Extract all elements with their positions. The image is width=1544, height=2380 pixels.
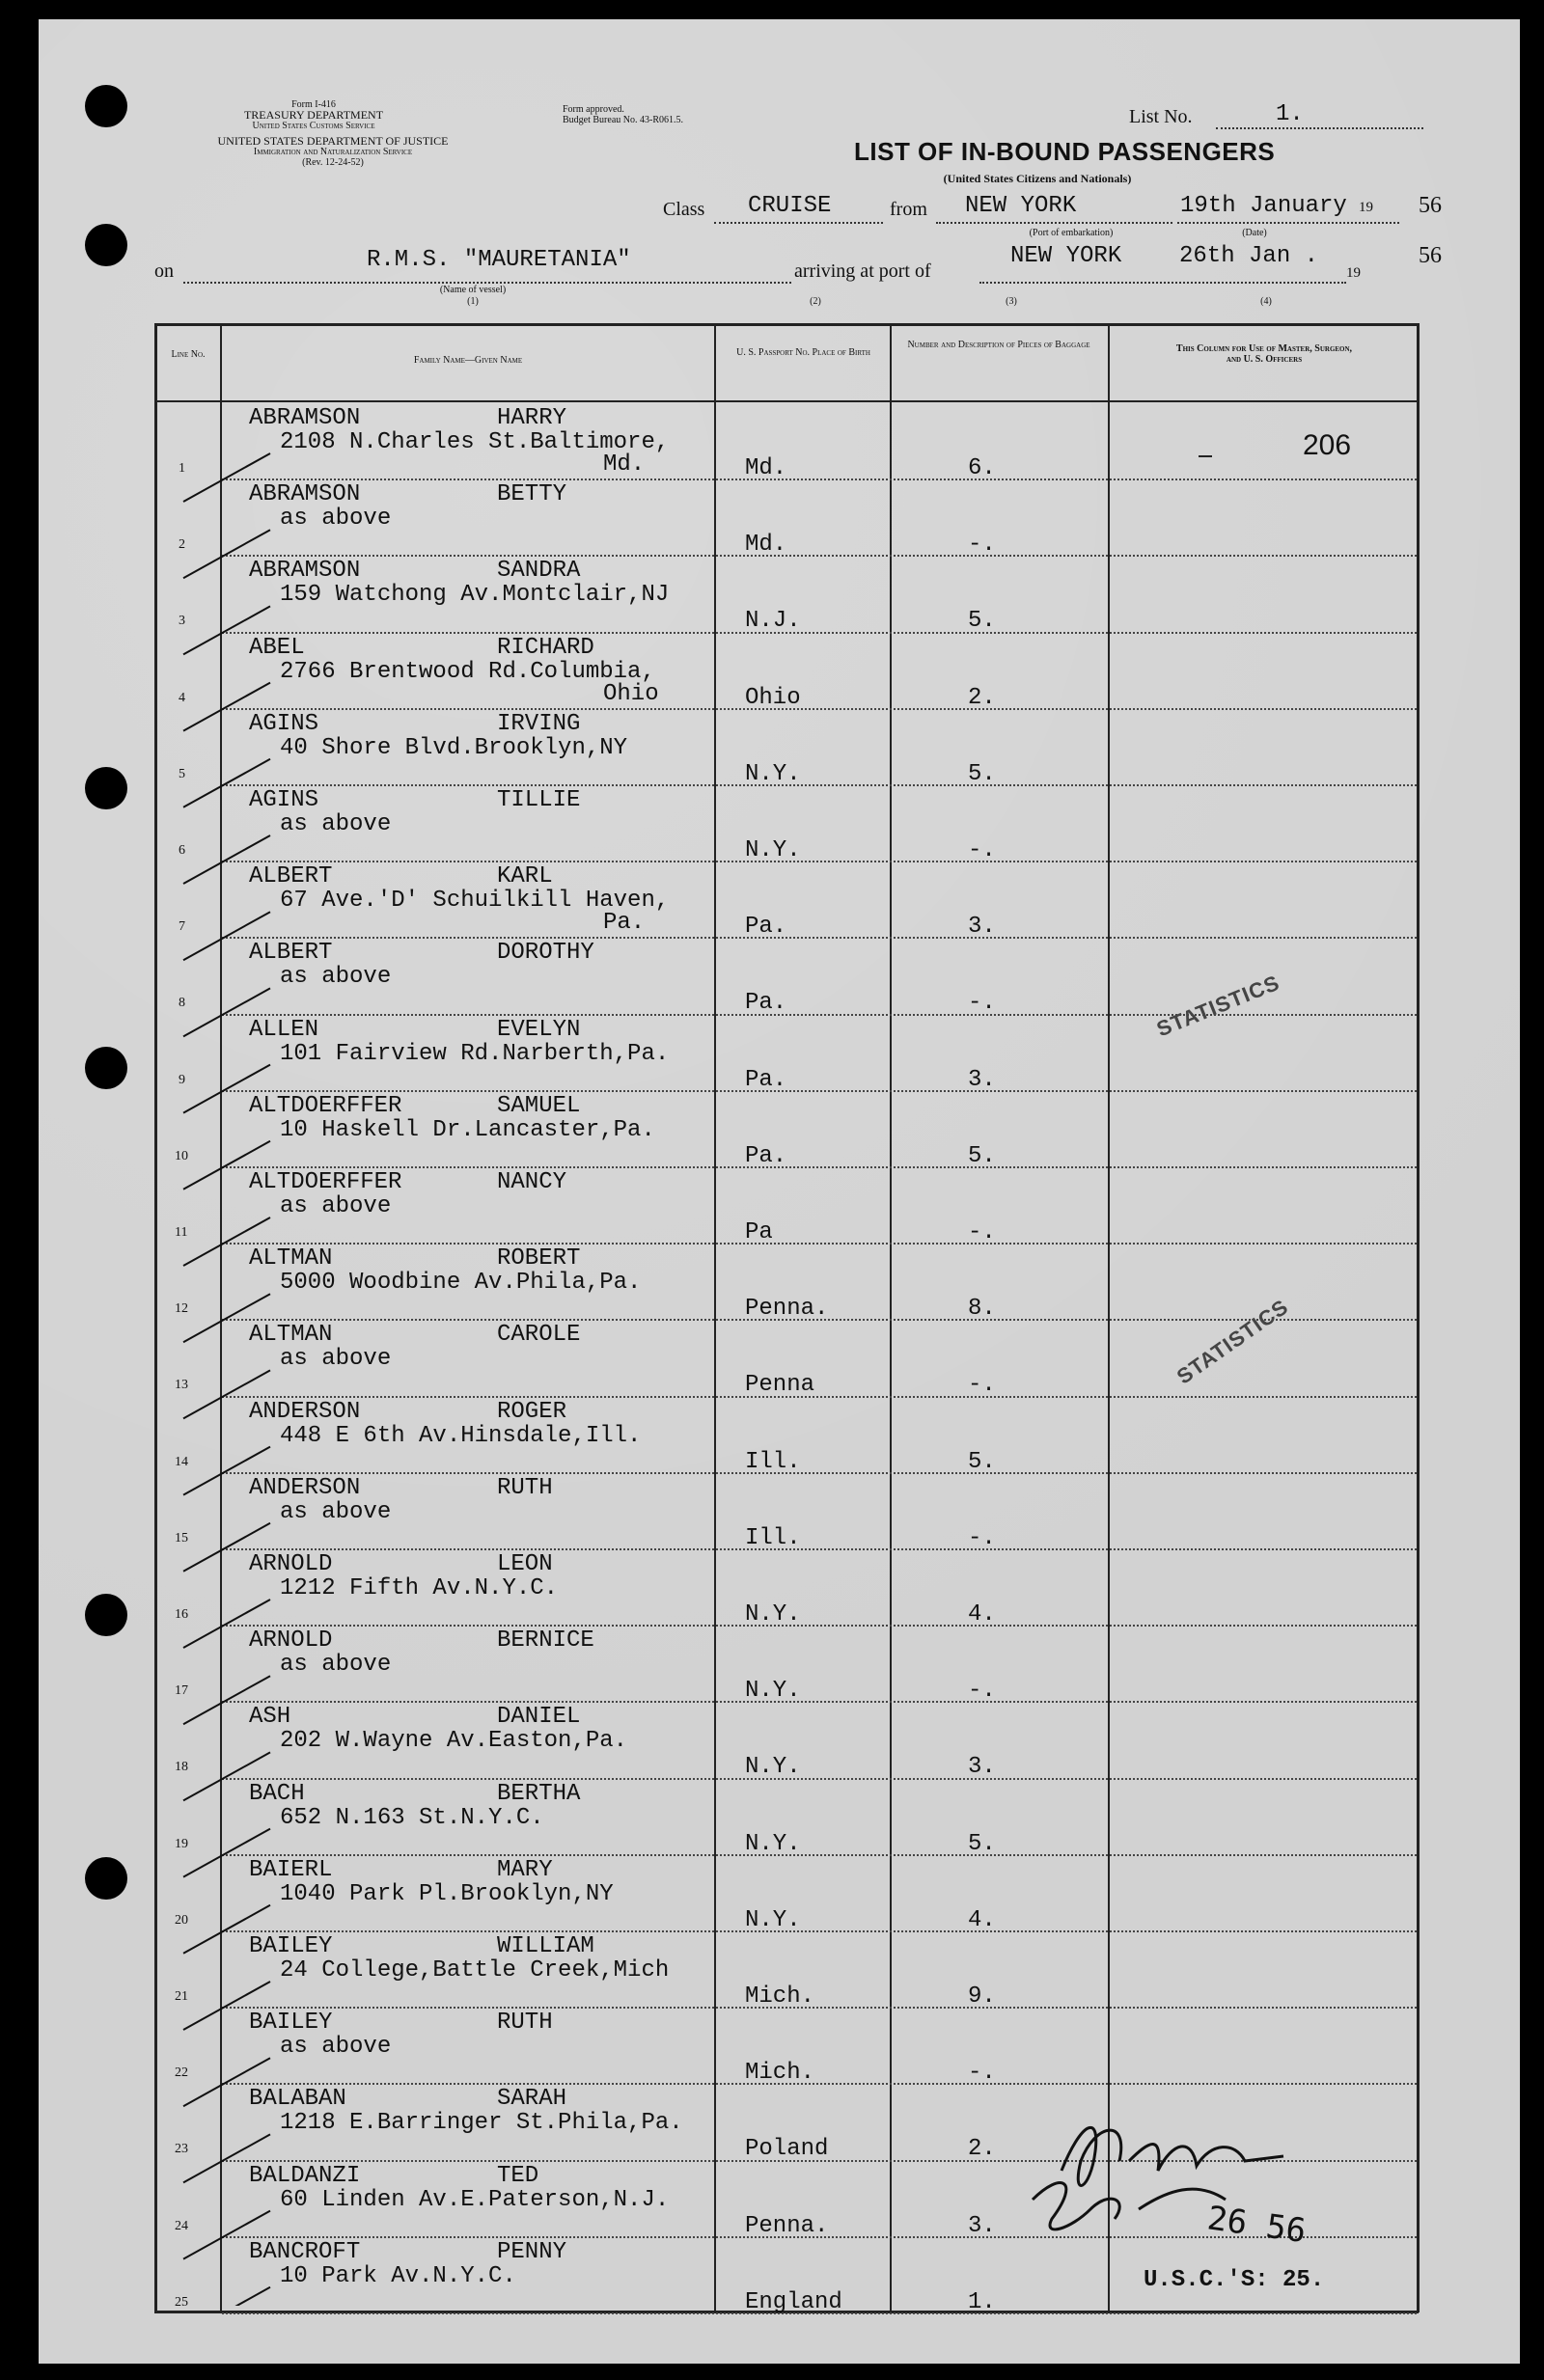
family-name: ANDERSON <box>249 1474 361 1501</box>
place-of-birth: Ohio <box>745 684 801 711</box>
place-of-birth: Penna. <box>745 2212 829 2239</box>
check-mark <box>183 1982 270 2030</box>
dash-mark <box>1199 455 1212 457</box>
place-of-birth: N.Y. <box>745 1830 801 1857</box>
address-line-2: Pa. <box>603 910 646 937</box>
family-name: BACH <box>249 1780 305 1807</box>
check-mark <box>183 759 270 807</box>
depart-year: 56 <box>1419 193 1442 218</box>
address-line: 652 N.163 St.N.Y.C. <box>280 1804 544 1831</box>
baggage-count: -. <box>968 990 996 1017</box>
form-approved-text: Form approved. <box>563 104 624 115</box>
given-name: CAROLE <box>497 1322 581 1349</box>
given-name: IRVING <box>497 710 581 737</box>
baggage-count: 3. <box>968 1754 996 1781</box>
place-of-birth: N.Y. <box>745 1601 801 1628</box>
line-number: 14 <box>175 1454 188 1469</box>
place-of-birth: N.Y. <box>745 760 801 787</box>
address-line: 1212 Fifth Av.N.Y.C. <box>280 1575 559 1601</box>
immigration-service: Immigration and Naturalization Service <box>253 147 413 157</box>
date-dots <box>1177 222 1399 224</box>
given-name: ROGER <box>497 1398 567 1425</box>
address-line: 202 W.Wayne Av.Easton,Pa. <box>280 1728 628 1755</box>
place-of-birth: Pa. <box>745 914 787 941</box>
address-line: 24 College,Battle Creek,Mich <box>280 1957 670 1983</box>
col-header-name: Family Name—Given Name <box>413 355 523 366</box>
row-rule <box>222 1319 1417 1321</box>
check-mark <box>183 1600 270 1648</box>
row-rule <box>222 632 1417 634</box>
col-header-baggage: Number and Description of Pieces of Baggage <box>907 340 1090 350</box>
row-rule <box>222 1930 1417 1932</box>
given-name: HARRY <box>497 405 567 431</box>
col-header-officers: This Column for Use of Master, Surgeon, and U. S. Officers <box>1175 343 1353 365</box>
line-number: 21 <box>175 1989 188 2004</box>
baggage-count: -. <box>968 532 996 559</box>
family-name: AGINS <box>249 787 319 813</box>
form-header-left <box>145 99 521 168</box>
line-number: 6 <box>179 843 185 858</box>
class-value: CRUISE <box>748 193 832 219</box>
line-number: 11 <box>175 1225 188 1240</box>
row-rule <box>222 1243 1417 1245</box>
col-header-line: Line No. <box>171 349 206 360</box>
row-rule <box>222 555 1417 557</box>
baggage-count: 4. <box>968 1906 996 1933</box>
line-number: 7 <box>179 919 185 935</box>
line-number: 8 <box>179 996 185 1011</box>
place-of-birth: Poland <box>745 2136 829 2163</box>
family-name: ALBERT <box>249 863 333 890</box>
statistics-stamp: STATISTICS <box>1172 1294 1293 1389</box>
check-mark <box>183 1523 270 1572</box>
address-line: as above <box>280 2034 392 2061</box>
punch-hole <box>85 85 127 127</box>
address-line: 1218 E.Barringer St.Phila,Pa. <box>280 2110 683 2137</box>
address-line: as above <box>280 964 392 991</box>
family-name: ABEL <box>249 634 305 661</box>
address-line: 67 Ave.'D' Schuilkill Haven, <box>280 888 670 915</box>
check-mark <box>183 2058 270 2106</box>
line-number: 12 <box>175 1301 188 1317</box>
check-mark <box>183 683 270 731</box>
punch-hole <box>85 224 127 266</box>
family-name: ANDERSON <box>249 1398 361 1425</box>
baggage-count: 2. <box>968 2136 996 2163</box>
place-of-birth: Pa. <box>745 990 787 1017</box>
customs-service: United States Customs Service <box>252 121 375 131</box>
address-line: 1040 Park Pl.Brooklyn,NY <box>280 1880 614 1907</box>
punch-hole <box>85 1594 127 1636</box>
family-name: BAIERL <box>249 1856 333 1883</box>
punch-hole <box>85 1047 127 1089</box>
form-revision: (Rev. 12-24-52) <box>302 157 364 168</box>
arrive-year: 56 <box>1419 243 1442 268</box>
check-mark <box>183 988 270 1036</box>
row-rule <box>222 1090 1417 1092</box>
address-line: 10 Park Av.N.Y.C. <box>280 2262 516 2289</box>
class-label: Class <box>663 199 705 220</box>
budget-bureau-text: Budget Bureau No. 43-R061.5. <box>563 115 683 125</box>
baggage-count: 5. <box>968 1830 996 1857</box>
from-value: NEW YORK <box>965 193 1077 219</box>
place-of-birth: Md. <box>745 532 787 559</box>
from-dots <box>936 222 1172 224</box>
given-name: SARAH <box>497 2086 567 2113</box>
check-mark <box>183 835 270 884</box>
svg-text:26 56: 26 56 <box>1204 2199 1309 2252</box>
check-mark <box>183 606 270 654</box>
family-name: ALLEN <box>249 1016 319 1043</box>
row-rule <box>222 861 1417 862</box>
family-name: ALTDOERFFER <box>249 1169 402 1195</box>
baggage-count: -. <box>968 2060 996 2087</box>
place-of-birth: Md. <box>745 455 787 481</box>
justice-dept: UNITED STATES DEPARTMENT OF JUSTICE <box>217 134 449 148</box>
family-name: ALTDOERFFER <box>249 1092 402 1119</box>
list-no-dots <box>1216 127 1423 129</box>
family-name: ABRAMSON <box>249 481 361 508</box>
date-caption: (Date) <box>1242 228 1267 238</box>
family-name: BALDANZI <box>249 2162 361 2189</box>
address-line-2: Md. <box>603 451 646 478</box>
address-line: 2108 N.Charles St.Baltimore, <box>280 429 670 455</box>
col-num-4: (4) <box>1260 296 1272 307</box>
address-line: 448 E 6th Av.Hinsdale,Ill. <box>280 1422 642 1449</box>
row-rule <box>222 1396 1417 1398</box>
form-number: Form I-416 <box>291 99 336 110</box>
line-number: 3 <box>179 614 185 629</box>
given-name: LEON <box>497 1551 553 1577</box>
family-name: ABRAMSON <box>249 405 361 431</box>
given-name: RICHARD <box>497 634 594 661</box>
baggage-count: 6. <box>968 455 996 481</box>
family-name: ABRAMSON <box>249 558 361 585</box>
place-of-birth: Mich. <box>745 2060 815 2087</box>
check-mark <box>183 453 270 502</box>
family-name: ALBERT <box>249 940 333 967</box>
col-num-2: (2) <box>810 296 821 307</box>
list-no-value: 1. <box>1276 101 1304 127</box>
check-mark <box>183 1370 270 1418</box>
line-number: 9 <box>179 1072 185 1087</box>
family-name: BAILEY <box>249 1933 333 1959</box>
place-of-birth: N.Y. <box>745 1754 801 1781</box>
line-number: 22 <box>175 2065 188 2081</box>
row-rule <box>222 1166 1417 1168</box>
place-of-birth: Pa <box>745 1219 773 1245</box>
col-num-3: (3) <box>1006 296 1017 307</box>
place-of-birth: N.Y. <box>745 1906 801 1933</box>
arrive-dots <box>979 282 1346 284</box>
given-name: TILLIE <box>497 787 581 813</box>
row-rule <box>222 1854 1417 1856</box>
family-name: ARNOLD <box>249 1551 333 1577</box>
given-name: SANDRA <box>497 558 581 585</box>
form-approval <box>563 104 683 125</box>
from-label: from <box>890 199 927 220</box>
family-name: BAILEY <box>249 2010 333 2037</box>
place-of-birth: Pa. <box>745 1142 787 1169</box>
line-number: 2 <box>179 537 185 553</box>
line-number: 5 <box>179 766 185 781</box>
page-title: LIST OF IN-BOUND PASSENGERS <box>854 137 1276 166</box>
check-mark <box>183 1447 270 1495</box>
address-line: 101 Fairview Rd.Narberth,Pa. <box>280 1040 670 1067</box>
check-mark <box>183 2287 270 2306</box>
arrive-date: 26th Jan . <box>1179 243 1319 269</box>
punch-hole <box>85 767 127 809</box>
baggage-count: 8. <box>968 1296 996 1323</box>
statistics-stamp: STATISTICS <box>1153 970 1283 1042</box>
check-mark <box>183 530 270 578</box>
baggage-count: 4. <box>968 1601 996 1628</box>
row-rule <box>222 1625 1417 1627</box>
check-mark <box>183 1294 270 1342</box>
given-name: ROBERT <box>497 1245 581 1272</box>
baggage-count: 5. <box>968 608 996 635</box>
on-label: on <box>154 260 174 282</box>
check-mark <box>183 1905 270 1954</box>
address-line: 40 Shore Blvd.Brooklyn,NY <box>280 734 628 761</box>
address-line: 60 Linden Av.E.Paterson,N.J. <box>280 2186 670 2213</box>
list-no-label: List No. <box>1129 106 1193 127</box>
place-of-birth: Ill. <box>745 1448 801 1475</box>
row-rule <box>222 2312 1417 2314</box>
row-rule <box>222 1472 1417 1474</box>
given-name: EVELYN <box>497 1016 581 1043</box>
row-rule <box>222 479 1417 480</box>
check-mark <box>183 1752 270 1800</box>
check-mark <box>183 2211 270 2259</box>
check-mark <box>183 1676 270 1724</box>
row-rule <box>222 708 1417 710</box>
check-mark <box>183 912 270 960</box>
family-name: ASH <box>249 1704 291 1731</box>
family-name: ALTMAN <box>249 1322 333 1349</box>
line-number: 20 <box>175 1912 188 1928</box>
row-rule <box>222 937 1417 939</box>
place-of-birth: N.Y. <box>745 1678 801 1705</box>
given-name: RUTH <box>497 2010 553 2037</box>
baggage-count: 3. <box>968 1066 996 1093</box>
family-name: ALTMAN <box>249 1245 333 1272</box>
address-line: as above <box>280 1652 392 1679</box>
vessel-dots <box>183 282 791 284</box>
given-name: PENNY <box>497 2238 567 2265</box>
class-dots <box>714 222 883 224</box>
address-line: 159 Watchong Av.Montclair,NJ <box>280 582 670 609</box>
family-name: BALABAN <box>249 2086 346 2113</box>
check-mark <box>183 2134 270 2182</box>
address-line: as above <box>280 1498 392 1525</box>
given-name: SAMUEL <box>497 1092 581 1119</box>
family-name: AGINS <box>249 710 319 737</box>
line-number: 15 <box>175 1530 188 1546</box>
check-mark <box>183 1141 270 1190</box>
given-name: DOROTHY <box>497 940 594 967</box>
baggage-count: 5. <box>968 1448 996 1475</box>
baggage-count: 3. <box>968 914 996 941</box>
vessel-name: R.M.S. "MAURETANIA" <box>367 247 631 273</box>
arriving-label: arriving at port of <box>794 260 931 282</box>
row-rule <box>222 1701 1417 1703</box>
baggage-count: 1. <box>968 2288 996 2315</box>
row-rule <box>222 1778 1417 1780</box>
line-number: 24 <box>175 2218 188 2233</box>
officer-number: 206 <box>1303 429 1352 461</box>
baggage-count: -. <box>968 1372 996 1399</box>
place-of-birth: Penna <box>745 1372 815 1399</box>
page-subtitle: (United States Citizens and Nationals) <box>943 172 1132 185</box>
row-rule <box>222 2007 1417 2009</box>
address-line: as above <box>280 1346 392 1373</box>
check-mark <box>183 1065 270 1113</box>
usc-total: U.S.C.'S: 25. <box>1144 2267 1325 2293</box>
given-name: WILLIAM <box>497 1933 594 1959</box>
baggage-count: 9. <box>968 1983 996 2010</box>
place-of-birth: Ill. <box>745 1524 801 1551</box>
row-rule <box>222 784 1417 786</box>
row-rule <box>222 1014 1417 1016</box>
baggage-count: -. <box>968 837 996 863</box>
place-of-birth: N.Y. <box>745 837 801 863</box>
given-name: RUTH <box>497 1474 553 1501</box>
col-num-1: (1) <box>467 296 479 307</box>
place-of-birth: England <box>745 2288 842 2315</box>
given-name: BERNICE <box>497 1628 594 1655</box>
line-number: 19 <box>175 1836 188 1851</box>
baggage-count: 5. <box>968 760 996 787</box>
given-name: BETTY <box>497 481 567 508</box>
line-number: 10 <box>175 1148 188 1163</box>
depart-year-prefix: 19 <box>1359 200 1373 215</box>
baggage-count: 5. <box>968 1142 996 1169</box>
port-embark-caption: (Port of embarkation) <box>1029 228 1114 238</box>
col-header-passport: U. S. Passport No. Place of Birth <box>736 347 870 358</box>
given-name: KARL <box>497 863 553 890</box>
line-number: 4 <box>179 690 185 705</box>
address-line-2: Ohio <box>603 680 659 707</box>
given-name: NANCY <box>497 1169 567 1195</box>
address-line: 10 Haskell Dr.Lancaster,Pa. <box>280 1116 655 1143</box>
baggage-count: 3. <box>968 2212 996 2239</box>
family-name: ARNOLD <box>249 1628 333 1655</box>
baggage-count: 2. <box>968 684 996 711</box>
baggage-count: -. <box>968 1524 996 1551</box>
check-mark <box>183 1217 270 1266</box>
address-line: as above <box>280 1193 392 1219</box>
line-number: 18 <box>175 1760 188 1775</box>
baggage-count: -. <box>968 1219 996 1245</box>
row-rule <box>222 1548 1417 1550</box>
address-line: as above <box>280 811 392 837</box>
given-name: TED <box>497 2162 539 2189</box>
check-mark <box>183 1829 270 1877</box>
depart-date: 19th January <box>1180 193 1347 219</box>
treasury-dept: TREASURY DEPARTMENT <box>243 108 384 122</box>
place-of-birth: Penna. <box>745 1296 829 1323</box>
officer-signature <box>1004 2084 1370 2257</box>
given-name: BERTHA <box>497 1780 581 1807</box>
family-name: BANCROFT <box>249 2238 361 2265</box>
given-name: MARY <box>497 1856 553 1883</box>
address-line: 2766 Brentwood Rd.Columbia, <box>280 658 655 685</box>
place-of-birth: N.J. <box>745 608 801 635</box>
check-marks <box>164 424 309 2306</box>
arrive-year-prefix: 19 <box>1346 265 1361 281</box>
line-number: 17 <box>175 1683 188 1699</box>
punch-hole <box>85 1857 127 1900</box>
line-number: 1 <box>179 461 185 476</box>
address-line: 5000 Woodbine Av.Phila,Pa. <box>280 1270 642 1297</box>
line-number: 16 <box>175 1607 188 1622</box>
vessel-caption: (Name of vessel) <box>439 285 507 295</box>
line-number: 25 <box>175 2294 188 2310</box>
line-number: 23 <box>175 2142 188 2157</box>
line-number: 13 <box>175 1378 188 1393</box>
arrive-port: NEW YORK <box>1010 243 1122 269</box>
given-name: DANIEL <box>497 1704 581 1731</box>
place-of-birth: Mich. <box>745 1983 815 2010</box>
address-line: as above <box>280 506 392 533</box>
baggage-count: -. <box>968 1678 996 1705</box>
place-of-birth: Pa. <box>745 1066 787 1093</box>
